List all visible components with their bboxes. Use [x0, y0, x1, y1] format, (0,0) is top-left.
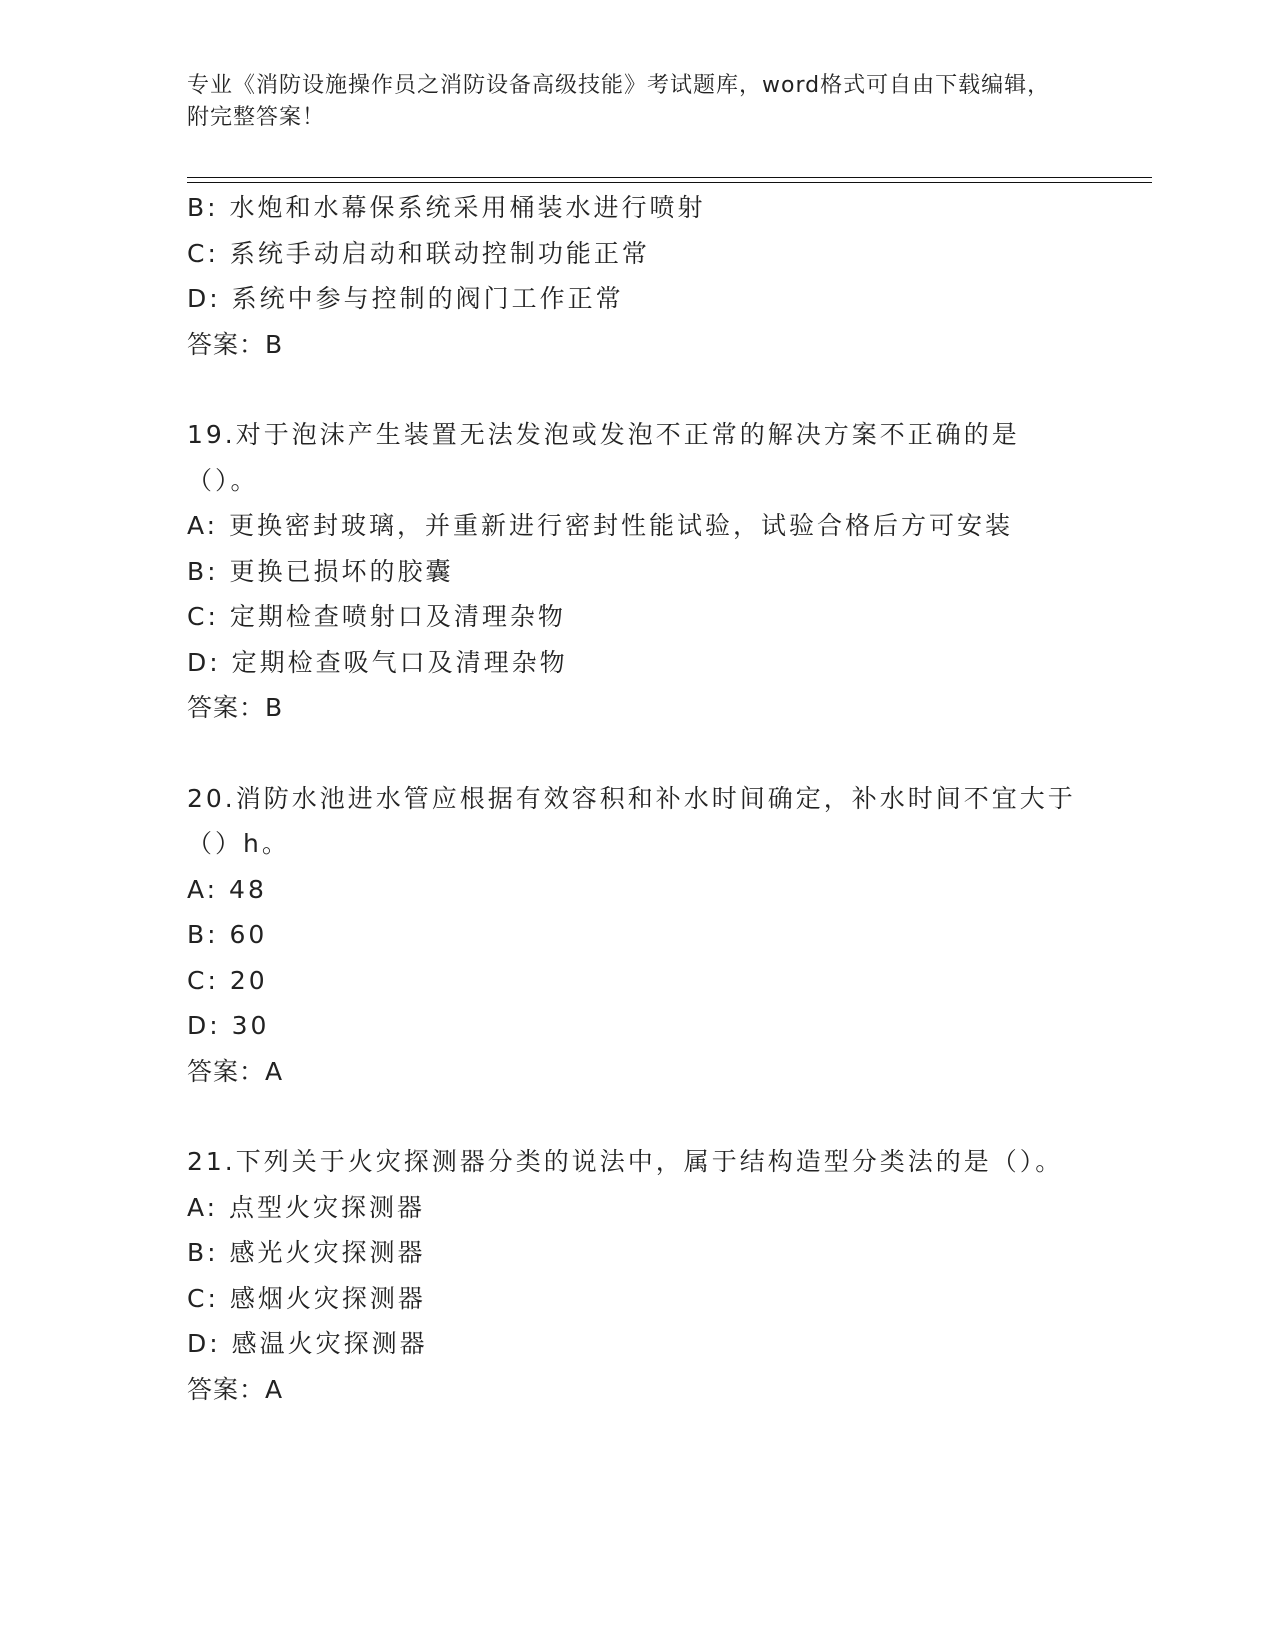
answer: 答案：B	[187, 693, 284, 722]
option-a: A: 更换密封玻璃，并重新进行密封性能试验，试验合格后方可安装	[187, 511, 1014, 540]
option-a: A: 48	[187, 874, 267, 904]
option-c: C: 感烟火灾探测器	[187, 1283, 426, 1313]
option-a: A: 点型火灾探测器	[187, 1192, 426, 1222]
question-19	[187, 412, 1087, 731]
header-divider-bottom	[187, 182, 1152, 183]
option-d: D: 系统中参与控制的阀门工作正常	[187, 284, 624, 313]
header-divider-top	[187, 177, 1152, 178]
question-20	[187, 776, 1087, 1095]
option-b: B: 更换已损坏的胶囊	[187, 556, 454, 586]
option-c: C: 20	[187, 965, 268, 995]
question-text: 19.对于泡沫产生装置无法发泡或发泡不正常的解决方案不正确的是（）。	[187, 420, 1020, 495]
question-text: 20.消防水池进水管应根据有效容积和补水时间确定，补水时间不宜大于（）h。	[187, 783, 1076, 858]
option-d: D: 感温火灾探测器	[187, 1329, 428, 1358]
option-b: B: 感光火灾探测器	[187, 1238, 426, 1267]
option-b: B: 60	[187, 920, 268, 949]
answer: 答案：A	[187, 1374, 284, 1404]
option-b: B: 水炮和水幕保系统采用桶装水进行喷射	[187, 193, 706, 222]
question-text: 21.下列关于火灾探测器分类的说法中，属于结构造型分类法的是（）。	[187, 1147, 1064, 1176]
answer: 答案：A	[187, 1056, 284, 1086]
partial-question	[187, 185, 1087, 367]
answer: 答案：B	[187, 329, 284, 359]
document-header: 专业《消防设施操作员之消防设备高级技能》考试题库，word格式可自由下载编辑，附完整答案！	[187, 73, 1051, 130]
option-c: C: 定期检查喷射口及清理杂物	[187, 602, 566, 631]
option-d: D: 30	[187, 1011, 270, 1040]
option-d: D: 定期检查吸气口及清理杂物	[187, 647, 568, 677]
option-c: C: 系统手动启动和联动控制功能正常	[187, 238, 650, 268]
question-21	[187, 1139, 1087, 1412]
question-list	[187, 185, 1087, 1412]
